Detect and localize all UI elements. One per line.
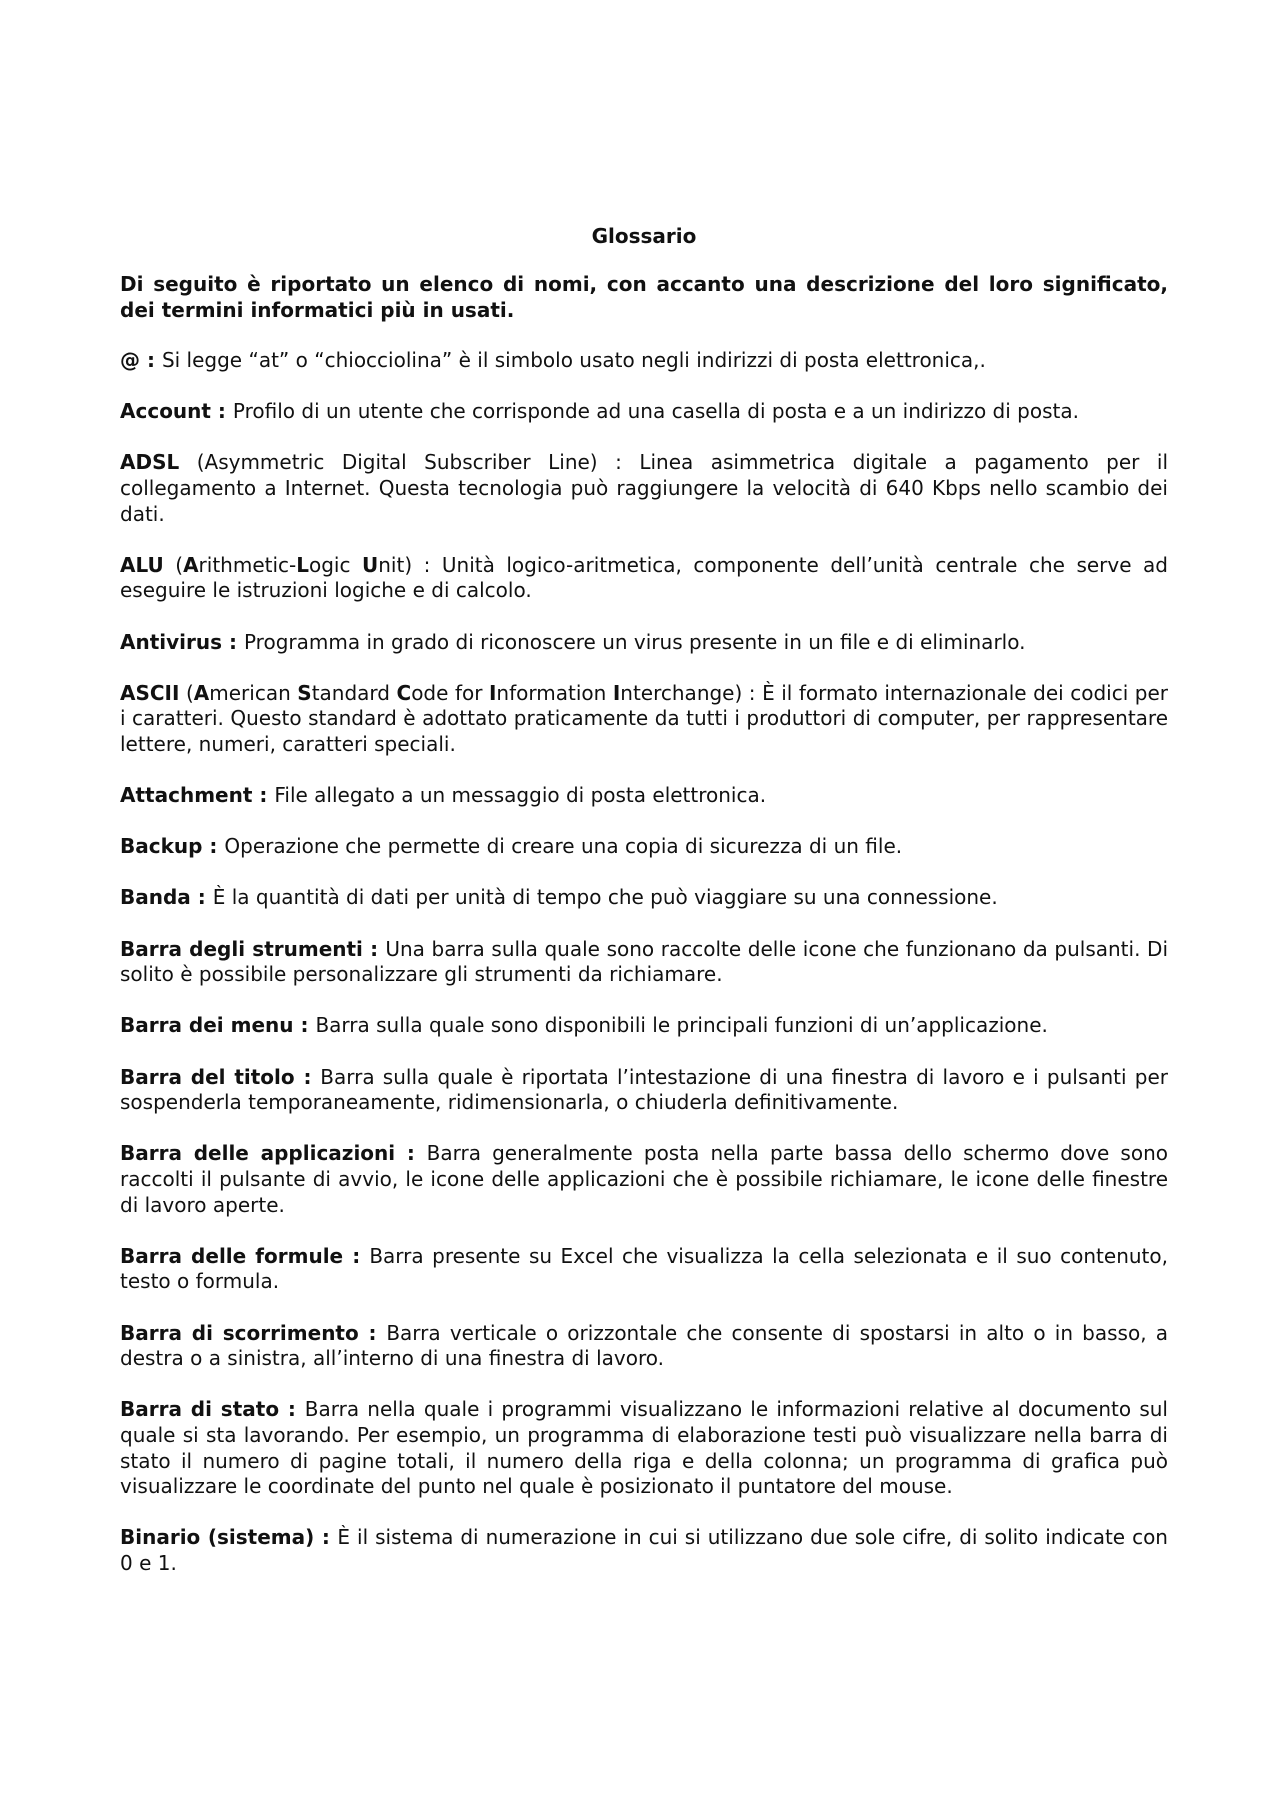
- expansion-part: tandard: [311, 680, 397, 705]
- glossary-entry-barra-delle-applicazioni: [120, 1141, 1168, 1218]
- glossary-entry-banda: [120, 885, 1168, 911]
- entry-separator: :: [190, 885, 213, 910]
- entry-definition: È la quantità di dati per unità di tempo che può viaggiare su una connessione.: [212, 885, 998, 910]
- entry-term: Barra dei menu: [120, 1013, 294, 1038]
- entry-definition: È il formato internazionale dei codici per i caratteri. Questo standard è adottato praticamente da tutti i produttori di computer, per rappresentare lettere, numeri, caratteri speciali.: [120, 680, 1168, 756]
- entry-separator: :: [343, 1243, 370, 1268]
- expansion-part: ogic: [309, 552, 362, 577]
- glossary-entry-antivirus: [120, 630, 1168, 656]
- entry-definition: Profilo di un utente che corrisponde ad una casella di posta e a un indirizzo di posta.: [232, 399, 1079, 424]
- expansion-part: (: [179, 680, 194, 705]
- entry-definition: Unità logico-aritmetica, componente dell’unità centrale che serve ad eseguire le istruzioni logiche e di calcolo.: [120, 552, 1168, 603]
- expansion-part: nit) :: [378, 552, 442, 577]
- glossary-entry-barra-delle-formule: [120, 1244, 1168, 1295]
- entry-expansion: (Asymmetric Digital Subscriber Line) :: [179, 450, 640, 475]
- document-title: Glossario: [591, 224, 697, 248]
- glossary-entry-barra-dei-menu: [120, 1013, 1168, 1039]
- intro-paragraph: Di seguito è riportato un elenco di nomi, con accanto una descrizione del loro significato, dei termini informatici più in usati.: [120, 272, 1168, 322]
- expansion-part: rithmetic-: [198, 552, 297, 577]
- entry-separator: :: [358, 1320, 387, 1345]
- glossary-entry-account: [120, 399, 1168, 425]
- entry-term: Backup: [120, 834, 203, 859]
- entry-separator: :: [252, 783, 275, 808]
- entry-term: Barra degli strumenti: [120, 936, 363, 961]
- expansion-initial: A: [183, 552, 199, 577]
- entry-term: Binario (sistema): [120, 1525, 315, 1550]
- entry-separator: :: [314, 1525, 338, 1550]
- entry-separator: :: [210, 399, 233, 424]
- entry-definition: Barra sulla quale è riportata l’intestazione di una finestra di lavoro e i pulsanti per sospenderla temporaneamente, ridimensionarla, o chiuderla definitivamente.: [120, 1064, 1168, 1115]
- expansion-part: nterchange) :: [620, 680, 763, 705]
- entry-definition: Una barra sulla quale sono raccolte delle icone che funzionano da pulsanti. Di solito è possibile personalizzare gli strumenti da richiamare.: [120, 936, 1168, 987]
- expansion-initial: I: [488, 680, 497, 705]
- entry-term: Barra del titolo: [120, 1064, 295, 1089]
- glossary-entry-binario: [120, 1525, 1168, 1576]
- expansion-initial: U: [362, 552, 379, 577]
- entry-separator: :: [293, 1013, 316, 1038]
- expansion-initial: A: [193, 680, 210, 705]
- entry-separator: :: [202, 834, 225, 859]
- entry-definition: Barra nella quale i programmi visualizzano le informazioni relative al documento sul quale si sta lavorando. Per esempio, un programma di elaborazione testi può visualizzare nella barra di stato il numero di pagine totali, il numero della riga e della colonna; un programma di grafica può visualizzare le coordinate del punto nel quale è posizionato il puntatore del mouse.: [120, 1397, 1168, 1499]
- entry-term: Barra di scorrimento: [120, 1320, 359, 1345]
- glossary-entry-at: [120, 348, 1168, 374]
- glossary-entry-barra-di-stato: [120, 1397, 1168, 1499]
- entry-term: Account: [120, 399, 211, 424]
- entry-definition: Barra generalmente posta nella parte bassa dello schermo dove sono raccolti il pulsante di avvio, le icone delle applicazioni che è possibile richiamare, le icone delle finestre di lavoro aperte.: [120, 1141, 1168, 1217]
- expansion-part: nformation: [496, 680, 613, 705]
- entry-separator: :: [279, 1397, 305, 1422]
- entry-term: ALU: [120, 552, 164, 577]
- entry-separator: :: [294, 1064, 321, 1089]
- glossary-entry-ascii: [120, 681, 1168, 758]
- expansion-initial: I: [612, 680, 621, 705]
- entry-definition: È il sistema di numerazione in cui si utilizzano due sole cifre, di solito indicate con 0 e 1.: [120, 1525, 1168, 1575]
- entry-term: Barra delle formule: [120, 1243, 344, 1268]
- entry-separator: :: [395, 1141, 427, 1166]
- glossary-entry-alu: [120, 553, 1168, 604]
- expansion-initial: S: [297, 680, 312, 705]
- glossary-entry-barra-di-scorrimento: [120, 1321, 1168, 1372]
- expansion-initial: L: [296, 552, 309, 577]
- expansion-part: ode for: [411, 680, 489, 705]
- entry-definition: Barra verticale o orizzontale che consente di spostarsi in alto o in basso, a destra o a sinistra, all’interno di una finestra di lavoro.: [120, 1320, 1168, 1371]
- glossary-entry-barra-del-titolo: [120, 1065, 1168, 1116]
- entry-term: Barra delle applicazioni: [120, 1141, 396, 1166]
- entry-term: @: [120, 348, 140, 372]
- entry-term: ASCII: [120, 680, 180, 705]
- entry-definition: Si legge “at” o “chiocciolina” è il simbolo usato negli indirizzi di posta elettronica,.: [161, 348, 986, 372]
- entry-term: Barra di stato: [120, 1397, 280, 1422]
- entry-term: Banda: [120, 885, 191, 910]
- expansion-initial: C: [396, 680, 412, 705]
- entry-separator: :: [140, 348, 162, 372]
- glossary-page: [120, 223, 1168, 1602]
- glossary-entry-backup: [120, 834, 1168, 860]
- glossary-entry-barra-degli-strumenti: [120, 937, 1168, 988]
- entry-term: Antivirus: [120, 629, 223, 654]
- entry-definition: Operazione che permette di creare una copia di sicurezza di un file.: [224, 834, 903, 859]
- entry-definition: Barra presente su Excel che visualizza la cella selezionata e il suo contenuto, testo o formula.: [120, 1243, 1168, 1294]
- expansion-part: merican: [209, 680, 298, 705]
- entry-definition: Programma in grado di riconoscere un virus presente in un file e di eliminarlo.: [243, 629, 1026, 654]
- entry-definition: Barra sulla quale sono disponibili le principali funzioni di un’applicazione.: [315, 1013, 1048, 1038]
- entry-term: ADSL: [120, 450, 180, 475]
- glossary-entry-adsl: [120, 450, 1168, 527]
- entry-separator: :: [362, 936, 386, 961]
- entry-term: Attachment: [120, 783, 253, 808]
- expansion-part: (: [163, 552, 184, 577]
- entry-definition: File allegato a un messaggio di posta elettronica.: [274, 783, 767, 808]
- entry-separator: :: [222, 629, 244, 654]
- glossary-entry-attachment: [120, 783, 1168, 809]
- entry-definition: Linea asimmetrica digitale a pagamento per il collegamento a Internet. Questa tecnologia può raggiungere la velocità di 640 Kbps nello scambio dei dati.: [120, 450, 1168, 526]
